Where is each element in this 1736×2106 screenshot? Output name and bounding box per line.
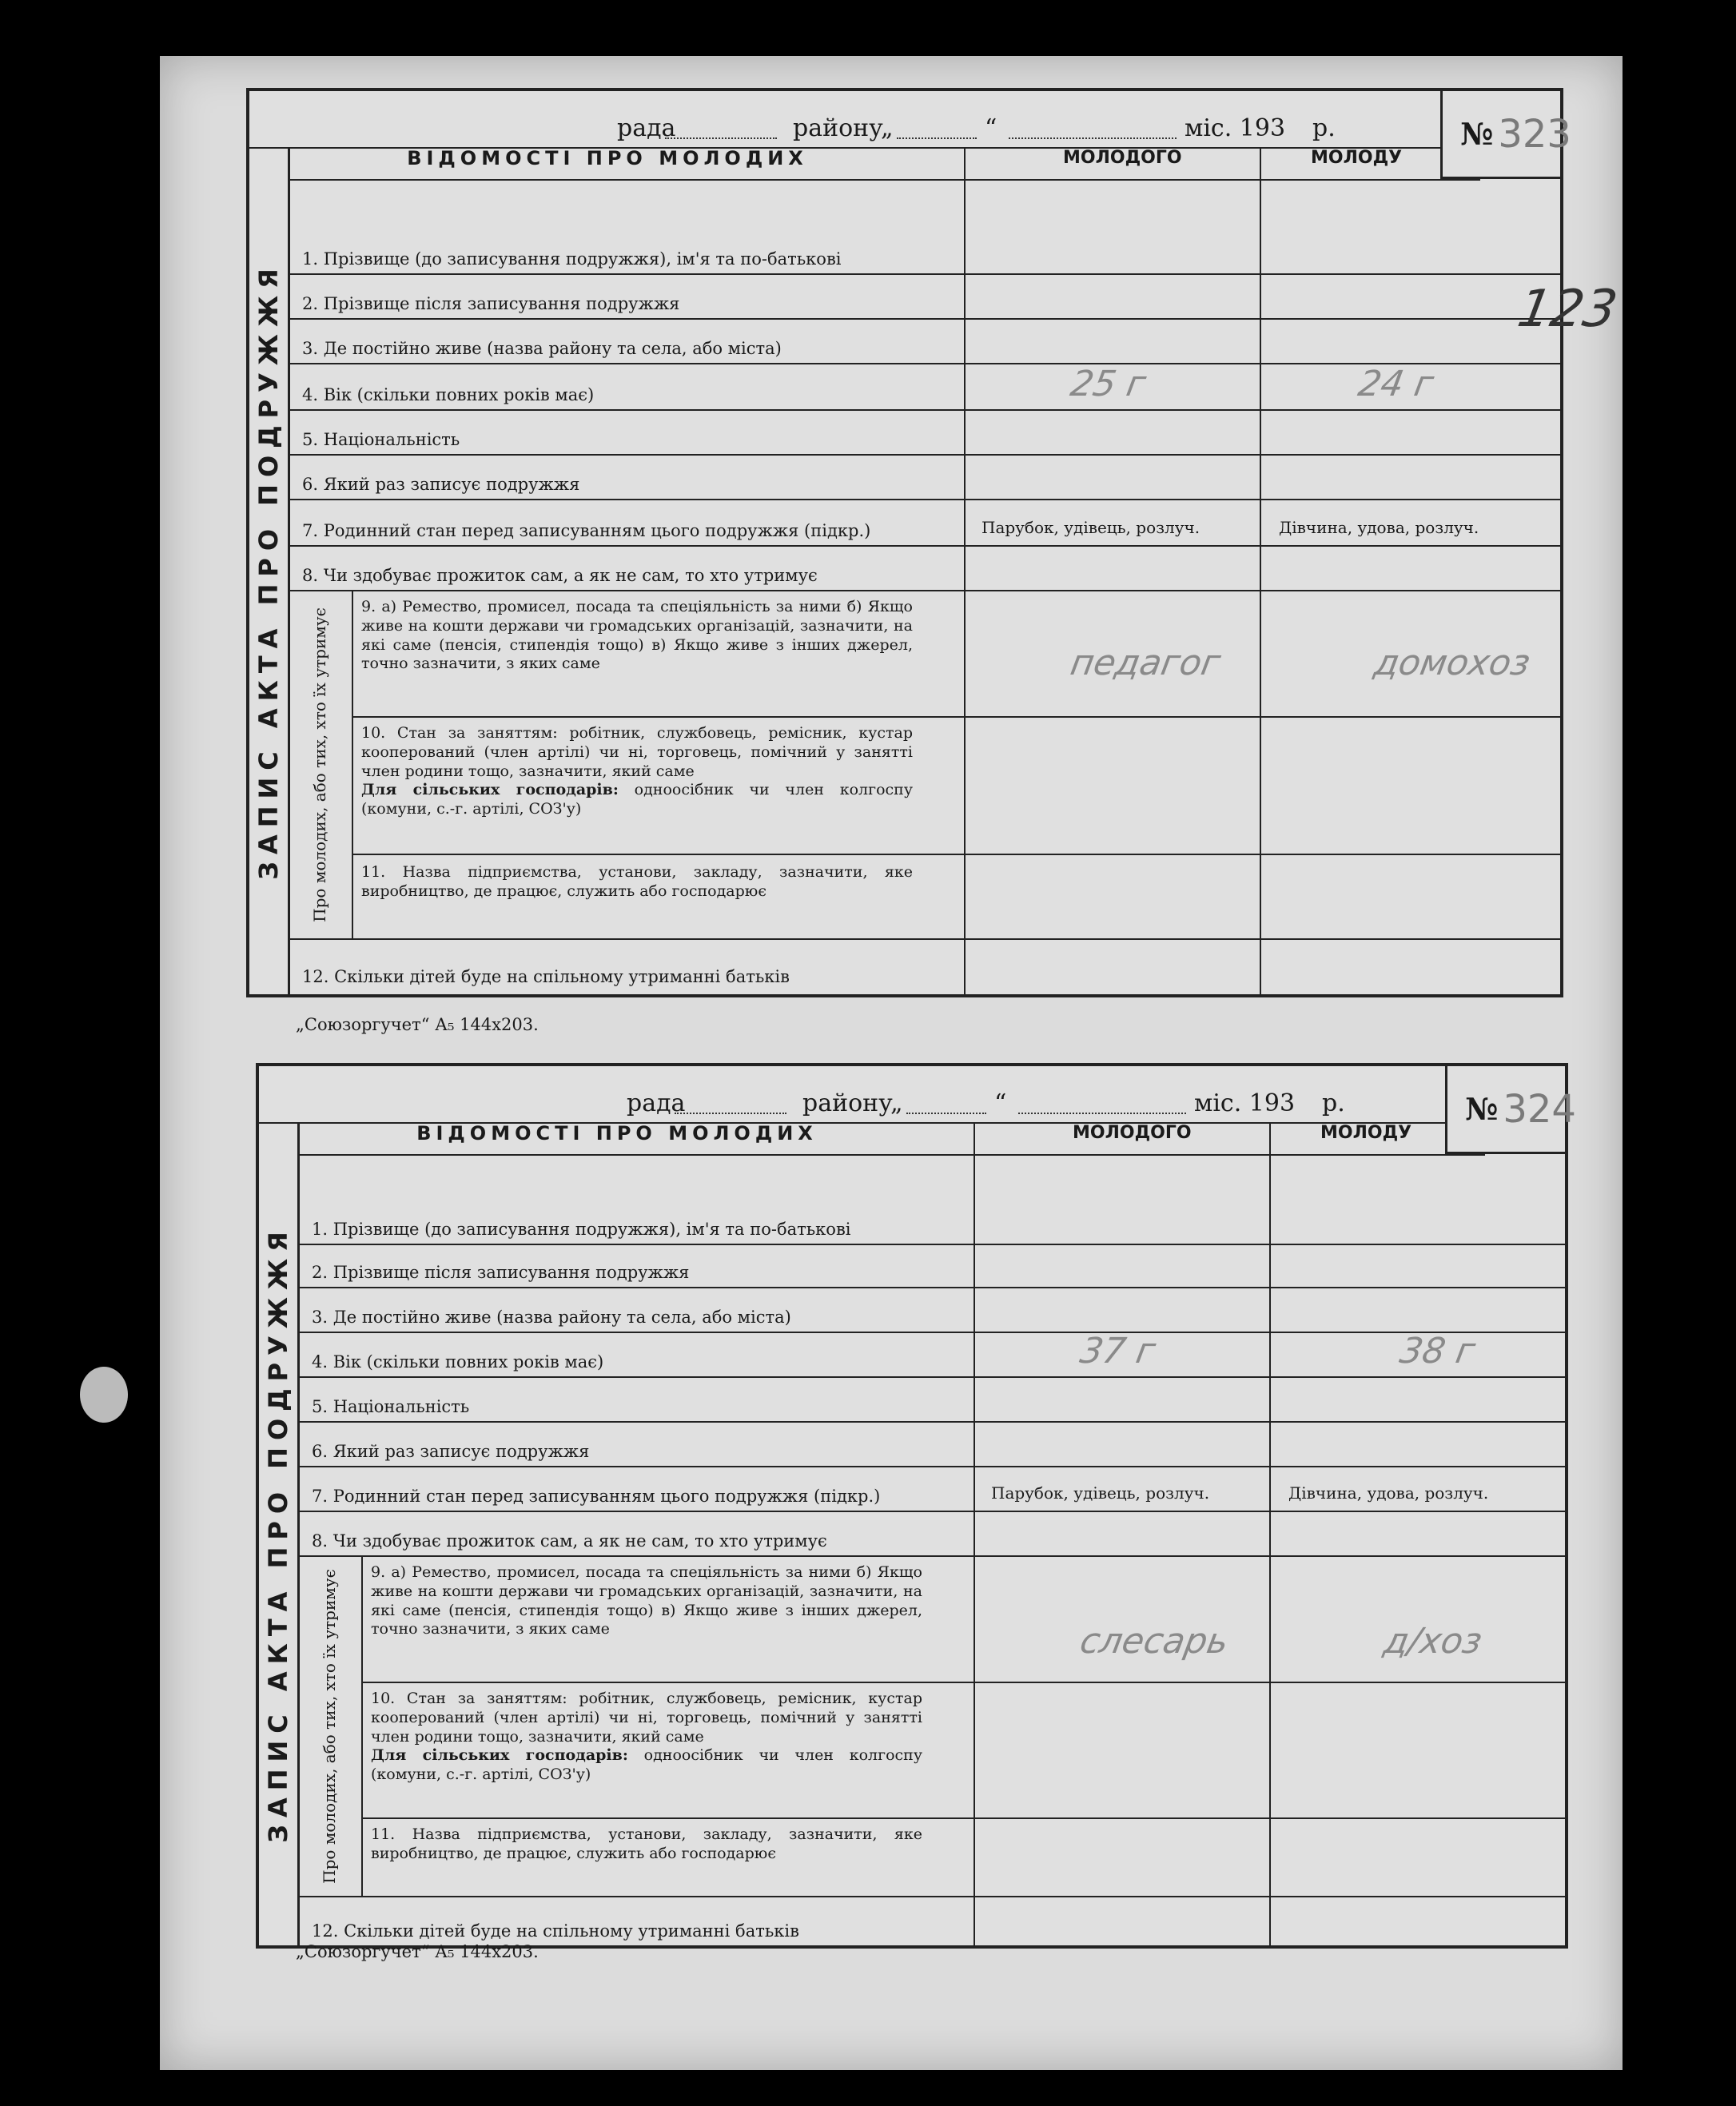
- q5-row: 5. Національність: [288, 411, 1560, 456]
- form-header: рада району „ “ міс. 193 р.: [259, 1066, 1445, 1124]
- marriage-record-form-2: [256, 1063, 1576, 1949]
- q8-row: 8. Чи здобуває прожиток сам, а як не сам, то хто утримує: [288, 547, 1560, 591]
- district-label: району: [802, 1089, 893, 1117]
- q1-row: 1. Прізвище (до записування подружжя), ім'я та по-батькові: [288, 179, 1560, 275]
- q9-row: 9. а) Ремество, промисел, посада та спеціяльність за ними б) Якщо живе на кошти держави чи громадських організацій, зазначити, на які саме (пенсія, стипендія тощо) в) Якщо живе з інших джерел, точно зазначити, з яких саме педагог домохоз: [352, 591, 1560, 718]
- age-groom: 25 г: [1067, 364, 1149, 404]
- year-suffix: р.: [1312, 114, 1336, 142]
- record-number-box: № 323: [1440, 91, 1560, 179]
- side-title: ЗАПИС АКТА ПРО ПОДРУЖЖЯ: [259, 1122, 300, 1945]
- month-label: міс. 193: [1194, 1089, 1296, 1117]
- age-bride: 38 г: [1396, 1331, 1479, 1371]
- q5-row: 5. Національність: [297, 1378, 1565, 1423]
- form-header: рада району „ “ міс. 193 р.: [249, 91, 1440, 149]
- q11-row: 11. Назва підприємства, установи, закладу, зазначити, яке виробництво, де працює, служить або господарює: [352, 855, 1560, 940]
- occupation-groom: слесарь: [1077, 1621, 1232, 1662]
- q1-row: 1. Прізвище (до записування подружжя), ім'я та по-батькові: [297, 1154, 1565, 1245]
- q4-row: 4. Вік (скільки повних років має) 37 г 38 г: [297, 1333, 1565, 1378]
- age-bride: 24 г: [1355, 364, 1437, 404]
- q3-row: 3. Де постійно живе (назва району та села, або міста): [288, 320, 1560, 364]
- q4-row: 4. Вік (скільки повних років має) 25 г 24 г: [288, 364, 1560, 411]
- q12-row: 12. Скільки дітей буде на спільному утриманні батьків: [312, 1921, 799, 1941]
- year-suffix: р.: [1322, 1089, 1345, 1117]
- q8-row: 8. Чи здобуває прожиток сам, а як не сам, то хто утримує: [297, 1512, 1565, 1557]
- council-label: рада: [627, 1089, 686, 1117]
- sub-label: Про молодих, або тих, хто їх утримує: [288, 591, 353, 940]
- occupation-bride: д/хоз: [1380, 1621, 1486, 1662]
- q10-row: 10. Стан за заняттям: робітник, службовець, ремісник, кустар кооперований (член артілі) чи ні, торговець, помічний у занятті член родини тощо, зазначити, який саме Для сільських господарів: одноосібник чи член колгоспу (комуни, с.-г. артілі, СОЗ'у): [352, 718, 1560, 855]
- q9-row: 9. а) Ремество, промисел, посада та спеціяльність за ними б) Якщо живе на кошти держави чи громадських організацій, зазначити, на які саме (пенсія, стипендія тощо) в) Якщо живе з інших джерел, точно зазначити, з яких саме слесарь д/хоз: [361, 1557, 1565, 1683]
- district-label: району: [793, 114, 883, 142]
- printer-imprint: „Союзоргучет“ А₅ 144х203.: [296, 1942, 539, 1961]
- side-title: ЗАПИС АКТА ПРО ПОДРУЖЖЯ: [249, 147, 290, 994]
- age-groom: 37 г: [1077, 1331, 1159, 1371]
- paper-sheet: [160, 56, 1623, 2070]
- q10-row: 10. Стан за заняттям: робітник, службовець, ремісник, кустар кооперований (член артілі) чи ні, торговець, помічний у занятті член родини тощо, зазначити, який саме Для сільських господарів: одноосібник чи член колгоспу (комуни, с.-г. артілі, СОЗ'у): [361, 1683, 1565, 1819]
- record-number: 323: [1498, 111, 1571, 157]
- occupation-bride: домохоз: [1371, 643, 1534, 683]
- punch-hole: [80, 1367, 128, 1423]
- q2-row: 2. Прізвище після записування подружжя: [297, 1245, 1565, 1288]
- printer-imprint: „Союзоргучет“ А₅ 144х203.: [296, 1015, 539, 1034]
- q11-row: 11. Назва підприємства, установи, закладу, зазначити, яке виробництво, де працює, служить або господарює: [361, 1819, 1565, 1897]
- occupation-groom: педагог: [1067, 643, 1224, 683]
- info-table: [297, 1122, 1565, 1945]
- q7-row: 7. Родинний стан перед записуванням цього подружжя (підкр.) Парубок, удівець, розлуч. Дівчина, удова, розлуч.: [297, 1467, 1565, 1512]
- month-label: міс. 193: [1185, 114, 1286, 142]
- table-header: ВІДОМОСТІ ПРО МОЛОДИХ МОЛОДОГО МОЛОДУ: [297, 1122, 1485, 1156]
- q2-row: 2. Прізвище після записування подружжя: [288, 275, 1560, 320]
- info-table: [288, 147, 1560, 994]
- sub-label: Про молодих, або тих, хто їх утримує: [297, 1557, 363, 1897]
- record-number-box: № 324: [1445, 1066, 1565, 1154]
- record-number: 324: [1503, 1086, 1576, 1132]
- q3-row: 3. Де постійно живе (назва району та села, або міста): [297, 1288, 1565, 1333]
- q6-row: 6. Який раз записує подружжя: [297, 1423, 1565, 1467]
- council-label: рада: [617, 114, 676, 142]
- q6-row: 6. Який раз записує подружжя: [288, 456, 1560, 500]
- q12-row: 12. Скільки дітей буде на спільному утриманні батьків: [302, 967, 790, 986]
- table-header: ВІДОМОСТІ ПРО МОЛОДИХ МОЛОДОГО МОЛОДУ: [288, 147, 1480, 181]
- margin-note: 123: [1513, 280, 1622, 339]
- q7-row: 7. Родинний стан перед записуванням цього подружжя (підкр.) Парубок, удівець, розлуч. Дівчина, удова, розлуч.: [288, 500, 1560, 547]
